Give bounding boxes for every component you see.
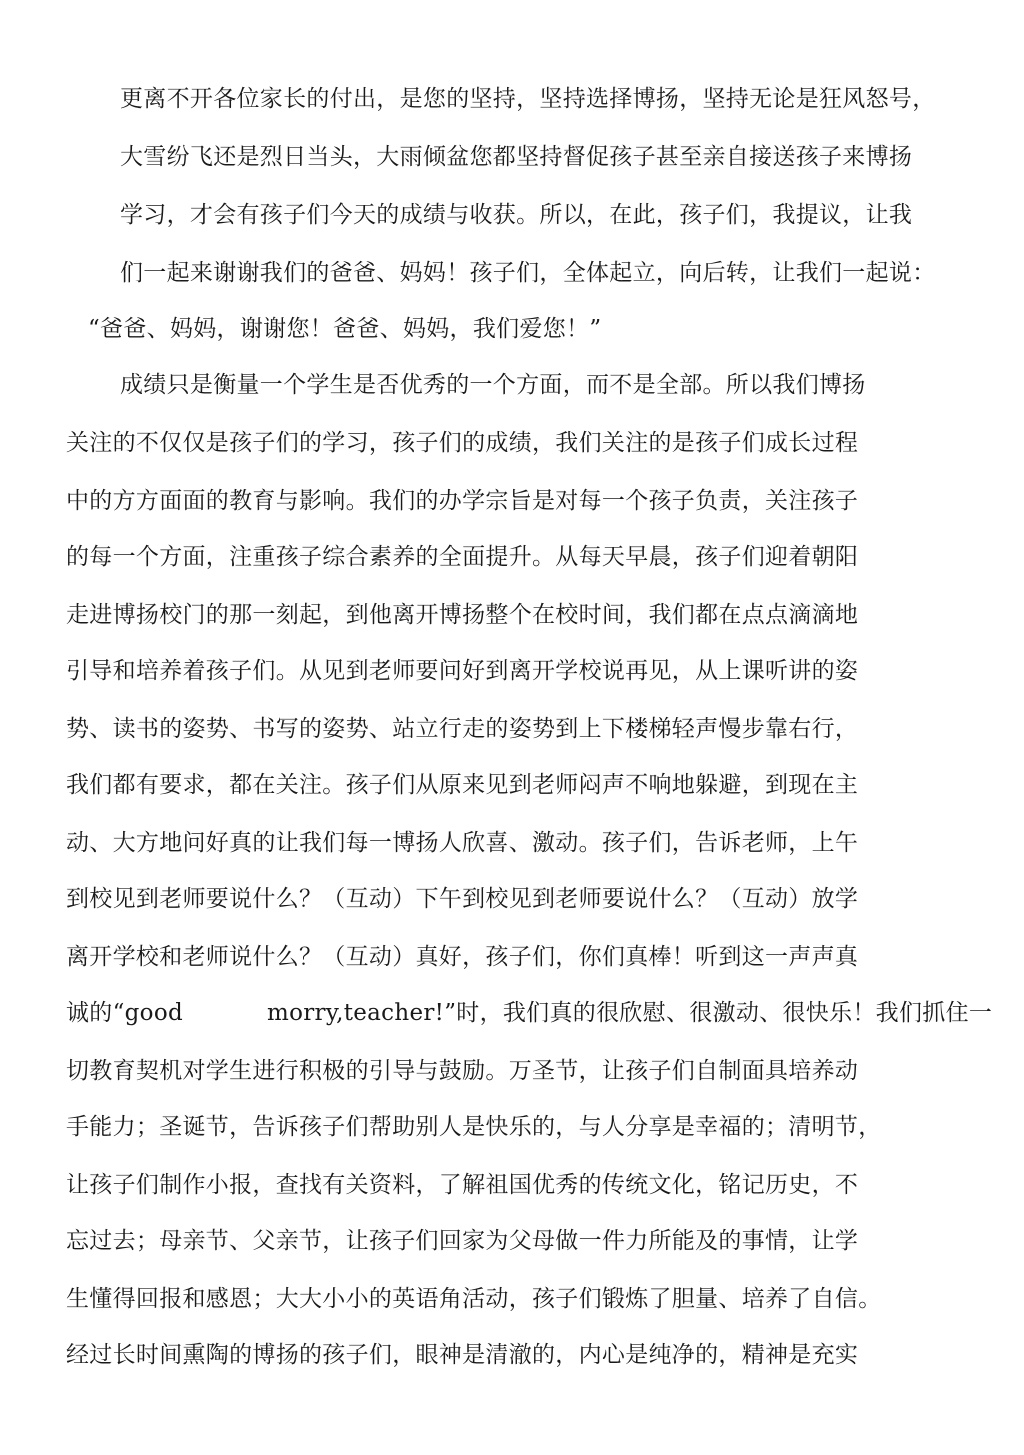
text-line-14: 动、大方地问好真的让我们每一博扬人欣喜、激动。孩子们，告诉老师，上午	[66, 830, 859, 856]
text-line-1: 更离不开各位家长的付出，是您的坚持，坚持选择博扬，坚持无论是狂风怒号，	[120, 86, 936, 112]
paragraph-start-line: 成绩只是衡量一个学生是否优秀的一个方面，而不是全部。所以我们博扬	[120, 372, 866, 398]
greeting-line	[66, 998, 992, 1028]
greeting-part-1: 诚的“good	[66, 1000, 183, 1026]
text-line-20: 让孩子们制作小报，查找有关资料，了解祖国优秀的传统文化，铭记历史，不	[66, 1172, 859, 1198]
text-line-12: 势、读书的姿势、书写的姿势、站立行走的姿势到上下楼梯轻声慢步靠右行，	[66, 716, 859, 742]
text-line-10: 走进博扬校门的那一刻起，到他离开博扬整个在校时间，我们都在点点滴滴地	[66, 602, 859, 628]
text-line-16: 离开学校和老师说什么？（互动）真好，孩子们，你们真棒！听到这一声声真	[66, 944, 859, 970]
text-line-19: 手能力；圣诞节，告诉孩子们帮助别人是快乐的，与人分享是幸福的；清明节，	[66, 1114, 882, 1140]
text-line-8: 中的方方面面的教育与影响。我们的办学宗旨是对每一个孩子负责，关注孩子	[66, 488, 859, 514]
text-line-23: 经过长时间熏陶的博扬的孩子们，眼神是清澈的，内心是纯净的，精神是充实	[66, 1342, 859, 1368]
quote-line: “爸爸、妈妈，谢谢您！爸爸、妈妈，我们爱您！”	[88, 316, 602, 342]
text-line-3: 学习，才会有孩子们今天的成绩与收获。所以，在此，孩子们，我提议，让我	[120, 202, 913, 228]
text-line-21: 忘过去；母亲节、父亲节，让孩子们回家为父母做一件力所能及的事情，让学	[66, 1228, 859, 1254]
text-line-4: 们一起来谢谢我们的爸爸、妈妈！孩子们，全体起立，向后转，让我们一起说：	[120, 260, 936, 286]
text-line-22: 生懂得回报和感恩；大大小小的英语角活动，孩子们锻炼了胆量、培养了自信。	[66, 1286, 882, 1312]
text-line-7: 关注的不仅仅是孩子们的学习，孩子们的成绩，我们关注的是孩子们成长过程	[66, 430, 859, 456]
text-line-2: 大雪纷飞还是烈日当头，大雨倾盆您都坚持督促孩子甚至亲自接送孩子来博扬	[120, 144, 913, 170]
greeting-part-2: morry,teacher!”时，我们真的很欣慰、很激动、很快乐！我们抓住一	[267, 1000, 993, 1026]
text-line-13: 我们都有要求，都在关注。孩子们从原来见到老师闷声不响地躲避，到现在主	[66, 772, 859, 798]
text-line-9: 的每一个方面，注重孩子综合素养的全面提升。从每天早晨，孩子们迎着朝阳	[66, 544, 859, 570]
text-line-15: 到校见到老师要说什么？（互动）下午到校见到老师要说什么？（互动）放学	[66, 886, 859, 912]
text-line-11: 引导和培养着孩子们。从见到老师要问好到离开学校说再见，从上课听讲的姿	[66, 658, 859, 684]
text-line-18: 切教育契机对学生进行积极的引导与鼓励。万圣节，让孩子们自制面具培养动	[66, 1058, 859, 1084]
